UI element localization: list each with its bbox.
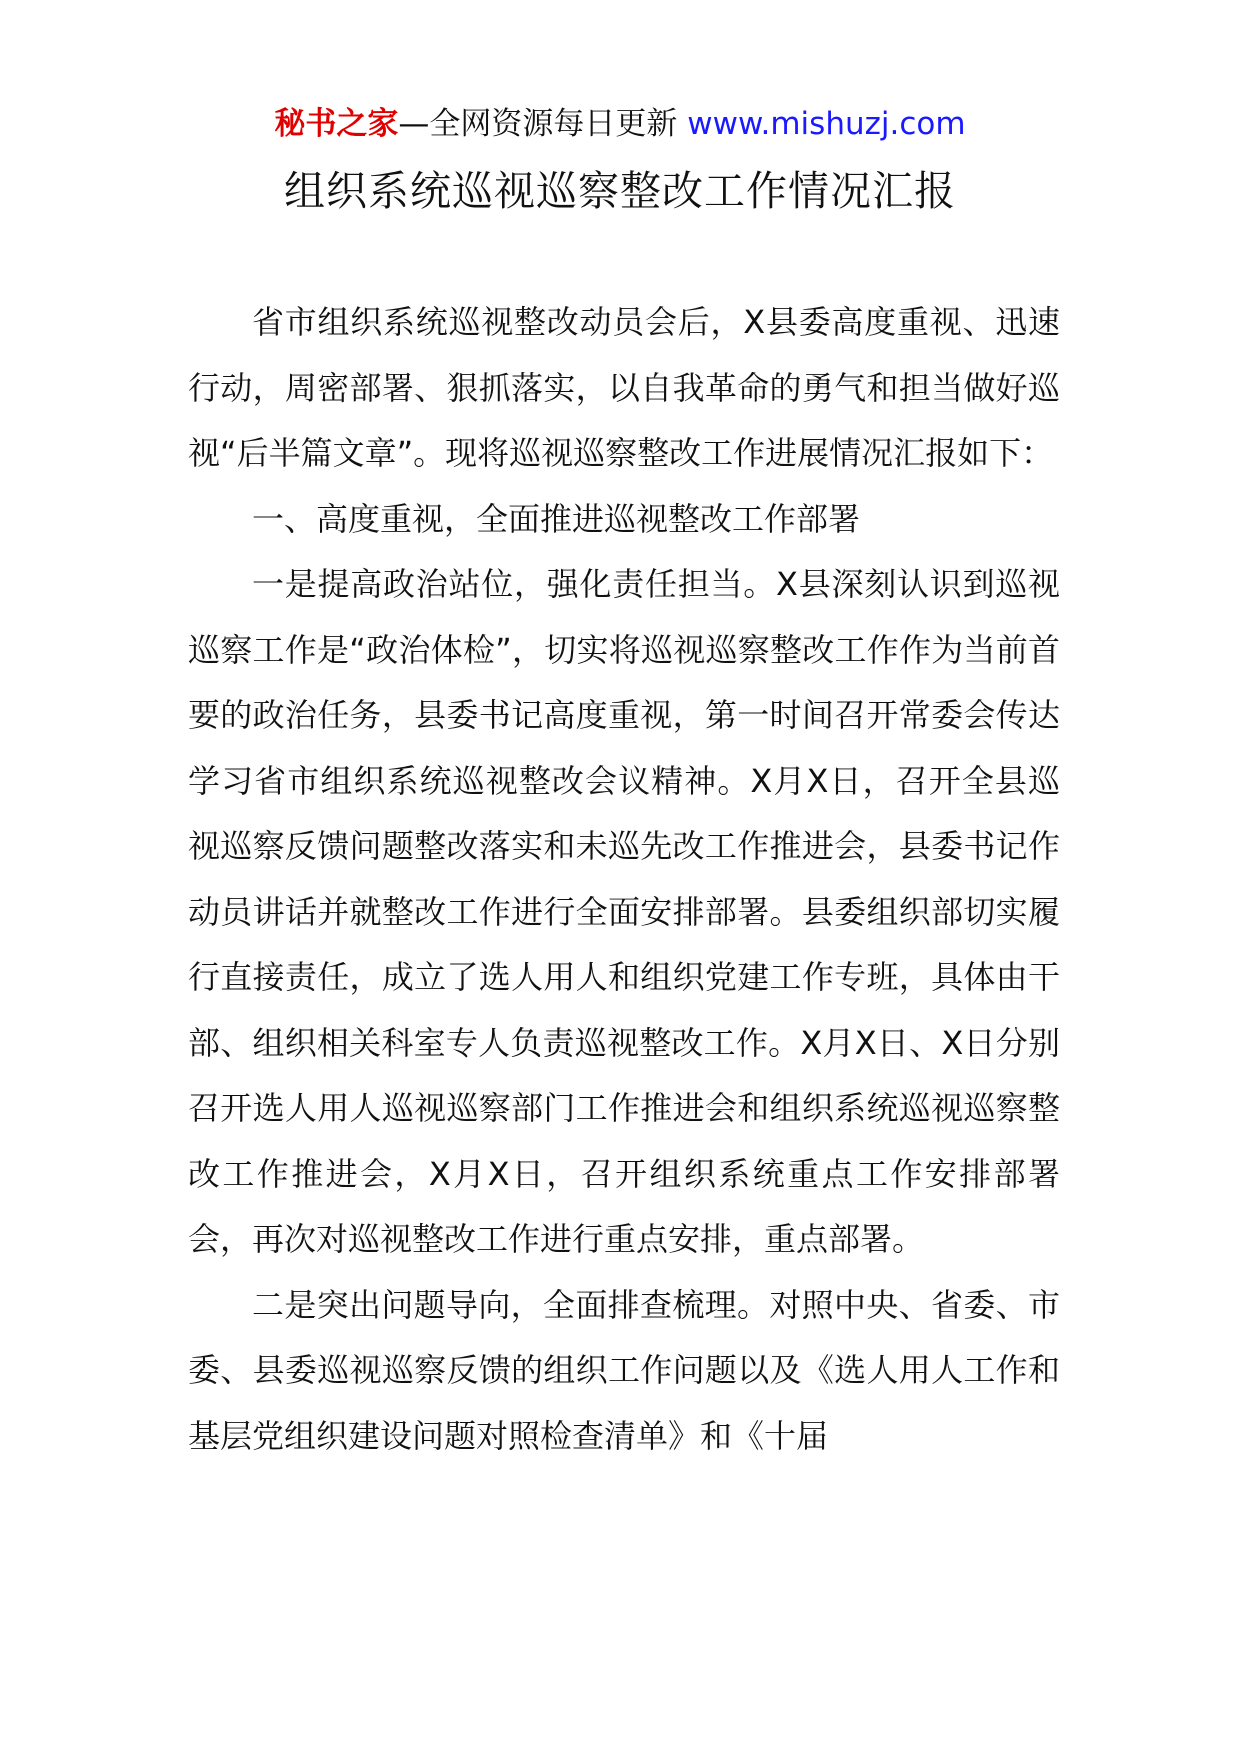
paragraph-2: 二是突出问题导向，全面排查梳理。对照中央、省委、市委、县委巡视巡察反馈的组织工作问题以及《选人用人工作和基层党组织建设问题对照检查清单》和《十届 bbox=[188, 1285, 1060, 1455]
website-url[interactable]: www.mishuzj.com bbox=[687, 106, 966, 142]
document-title: 组织系统巡视巡察整改工作情况汇报 bbox=[284, 167, 956, 215]
watermark-header bbox=[0, 102, 1240, 146]
section-heading-1: 一、高度重视，全面推进巡视整改工作部署 bbox=[252, 499, 861, 538]
header-slogan: —全网资源每日更新 bbox=[398, 106, 678, 142]
paragraph-intro: 省市组织系统巡视整改动员会后，X县委高度重视、迅速行动，周密部署、狠抓落实，以自我革命的勇气和担当做好巡视“后半篇文章”。现将巡视巡察整改工作进展情况汇报如下： bbox=[188, 303, 1060, 472]
brand-name: 秘书之家 bbox=[274, 106, 399, 142]
paragraph-1: 一是提高政治站位，强化责任担当。X县深刻认识到巡视巡察工作是“政治体检”，切实将巡视巡察整改工作作为当前首要的政治任务，县委书记高度重视，第一时间召开常委会传达学习省市组织系统巡视整改会议精神。X月X日，召开全县巡视巡察反馈问题整改落实和未巡先改工作推进会，县委书记作动员讲话并就整改工作进行全面安排部署。县委组织部切实履行直接责任，成立了选人用人和组织党建工作专班，具体由干部、组织相关科室专人负责巡视整改工作。X月X日、X日分别召开选人用人巡视巡察部门工作推进会和组织系统巡视巡察整改工作推进会，X月X日，召开组织系统重点工作安排部署会，再次对巡视整改工作进行重点安排，重点部署。 bbox=[188, 565, 1060, 1258]
document-body bbox=[188, 290, 1060, 1469]
